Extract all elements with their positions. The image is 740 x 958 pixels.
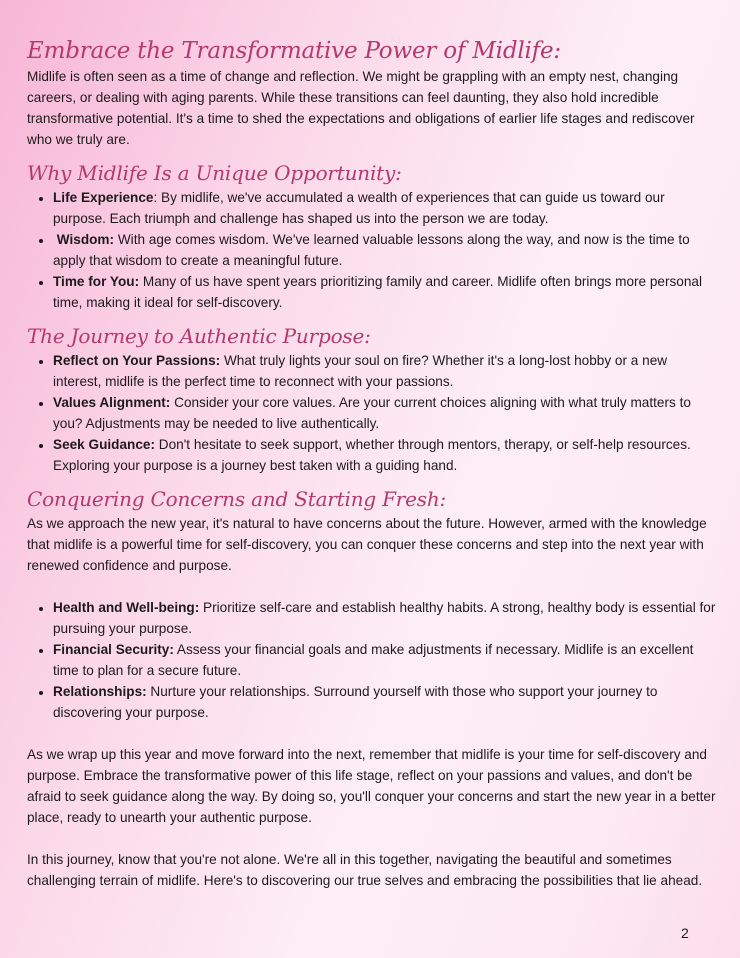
section-opportunity	[27, 160, 717, 313]
list-item	[53, 187, 717, 229]
list-item	[53, 681, 717, 723]
item-term: Health and Well-being:	[53, 600, 200, 615]
item-text: Don't hesitate to seek support, whether through mentors, therapy, or self-help resources. Exploring your purpose is a journey best taken with a guiding hand.	[53, 437, 691, 473]
item-text: Nurture your relationships. Surround yourself with those who support your journey to discovering your purpose.	[53, 684, 658, 720]
item-term: Life Experience	[53, 190, 154, 205]
section-journey	[27, 323, 717, 476]
heading-opportunity: Why Midlife Is a Unique Opportunity:	[27, 161, 402, 185]
section-embrace	[27, 36, 717, 150]
item-text: Many of us have spent years prioritizing family and career. Midlife often brings more personal time, making it ideal for self-discovery.	[53, 274, 703, 310]
list-item	[53, 229, 717, 271]
heading-journey: The Journey to Authentic Purpose:	[27, 324, 371, 348]
item-term: Financial Security:	[53, 642, 174, 657]
item-term: Time for You:	[53, 274, 140, 289]
final-paragraph: In this journey, know that you're not alone. We're all in this together, navigating the beautiful and sometimes challenging terrain of midlife. Here's to discovering our true selves and embracing the possibilities that lie ahead.	[27, 852, 703, 888]
item-sep: :	[153, 190, 158, 205]
item-term: Seek Guidance:	[53, 437, 155, 452]
list-item	[53, 392, 717, 434]
page-content	[27, 36, 717, 891]
list-item	[53, 597, 717, 639]
item-text: Prioritize self-care and establish healthy habits. A strong, healthy body is essential for pursuing your purpose.	[53, 600, 716, 636]
list-item	[53, 271, 717, 313]
list-item	[53, 350, 717, 392]
journey-list	[27, 350, 717, 476]
concerns-list	[27, 597, 717, 723]
item-term: Values Alignment:	[53, 395, 171, 410]
heading-concerns: Conquering Concerns and Starting Fresh:	[27, 487, 447, 511]
item-text: By midlife, we've accumulated a wealth of experiences that can guide us toward our purpose. Each triumph and challenge has shaped us into the person we are today.	[53, 190, 665, 226]
item-text: What truly lights your soul on fire? Whether it's a long-lost hobby or a new interest, midlife is the perfect time to reconnect with your passions.	[53, 353, 668, 389]
closing-paragraph: As we wrap up this year and move forward into the next, remember that midlife is your time for self-discovery and purpose. Embrace the transformative power of this life stage, reflect on your passions and values, and don't be afraid to seek guidance along the way. By doing so, you'll conquer your concerns and start the new year in a better place, ready to unearth your authentic purpose.	[27, 747, 716, 825]
section-concerns	[27, 486, 717, 891]
item-term: Relationships:	[53, 684, 147, 699]
opportunity-list	[27, 187, 717, 313]
item-term: Reflect on Your Passions:	[53, 353, 221, 368]
concerns-paragraph: As we approach the new year, it's natural to have concerns about the future. However, armed with the knowledge that midlife is a powerful time for self-discovery, you can conquer these concerns and step into the next year with renewed confidence and purpose.	[27, 516, 707, 573]
item-text: Assess your financial goals and make adjustments if necessary. Midlife is an excellent time to plan for a secure future.	[53, 642, 694, 678]
heading-embrace: Embrace the Transformative Power of Midlife:	[27, 38, 561, 64]
list-item	[53, 639, 717, 681]
page-number: 2	[681, 925, 689, 941]
list-item	[53, 434, 717, 476]
item-text: With age comes wisdom. We've learned valuable lessons along the way, and now is the time to apply that wisdom to create a meaningful future.	[53, 232, 690, 268]
item-text: Consider your core values. Are your current choices aligning with what truly matters to you? Adjustments may be needed to live authentically.	[53, 395, 691, 431]
intro-paragraph: Midlife is often seen as a time of change and reflection. We might be grappling with an empty nest, changing careers, or dealing with aging parents. While these transitions can feel daunting, they also hold incredible transformative potential. It's a time to shed the expectations and obligations of earlier life stages and rediscover who we truly are.	[27, 69, 695, 147]
item-term: Wisdom:	[56, 232, 115, 247]
